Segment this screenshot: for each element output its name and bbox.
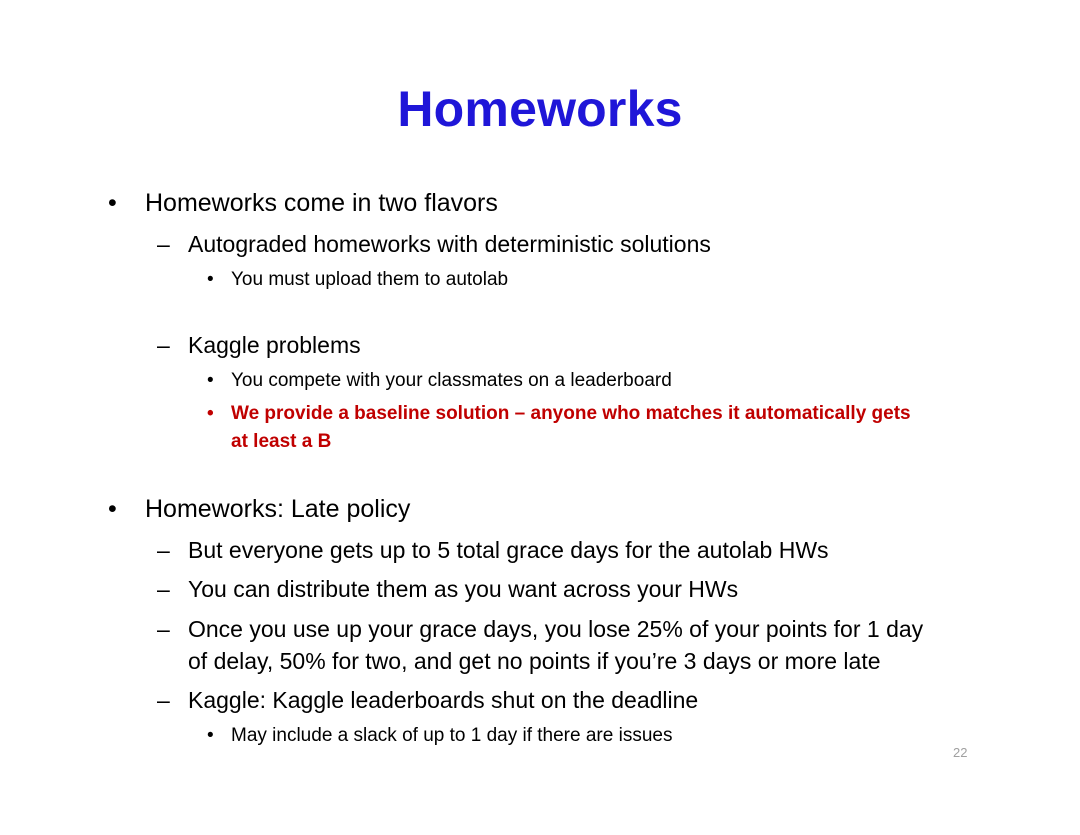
late-policy-grace-days: But everyone gets up to 5 total grace days for the autolab HWs [188, 537, 829, 563]
dash-marker: – [157, 687, 170, 713]
sub-bullet-marker: • [207, 725, 214, 746]
kaggle-note-baseline-line2: at least a B [231, 431, 332, 452]
late-policy-penalty-line2: of delay, 50% for two, and get no points if you’re 3 days or more late [188, 648, 881, 674]
flavors-heading: Homeworks come in two flavors [145, 189, 498, 217]
dash-marker: – [157, 537, 170, 563]
late-policy-kaggle: Kaggle: Kaggle leaderboards shut on the deadline [188, 687, 699, 713]
page-number: 22 [953, 745, 968, 760]
kaggle-item: Kaggle problems [188, 332, 361, 358]
autograded-note: You must upload them to autolab [231, 269, 509, 290]
dash-marker: – [157, 332, 170, 358]
sub-bullet-marker: • [207, 269, 214, 290]
late-policy-heading: Homeworks: Late policy [145, 495, 411, 523]
dash-marker: – [157, 576, 170, 602]
dash-marker: – [157, 231, 170, 257]
late-policy-penalty-line1: Once you use up your grace days, you lose 25% of your points for 1 day [188, 616, 924, 642]
bullet-marker: • [108, 189, 117, 217]
slide-title: Homeworks [397, 81, 683, 137]
autograded-item: Autograded homeworks with deterministic solutions [188, 231, 711, 257]
sub-bullet-marker: • [207, 370, 214, 391]
late-policy-distribute: You can distribute them as you want across your HWs [188, 576, 739, 602]
late-policy-kaggle-slack: May include a slack of up to 1 day if there are issues [231, 725, 673, 746]
bullet-marker: • [108, 495, 117, 523]
dash-marker: – [157, 616, 170, 642]
sub-bullet-marker: • [207, 403, 214, 424]
kaggle-note-baseline-line1: We provide a baseline solution – anyone who matches it automatically gets [231, 403, 911, 424]
kaggle-note-leaderboard: You compete with your classmates on a leaderboard [231, 370, 672, 391]
